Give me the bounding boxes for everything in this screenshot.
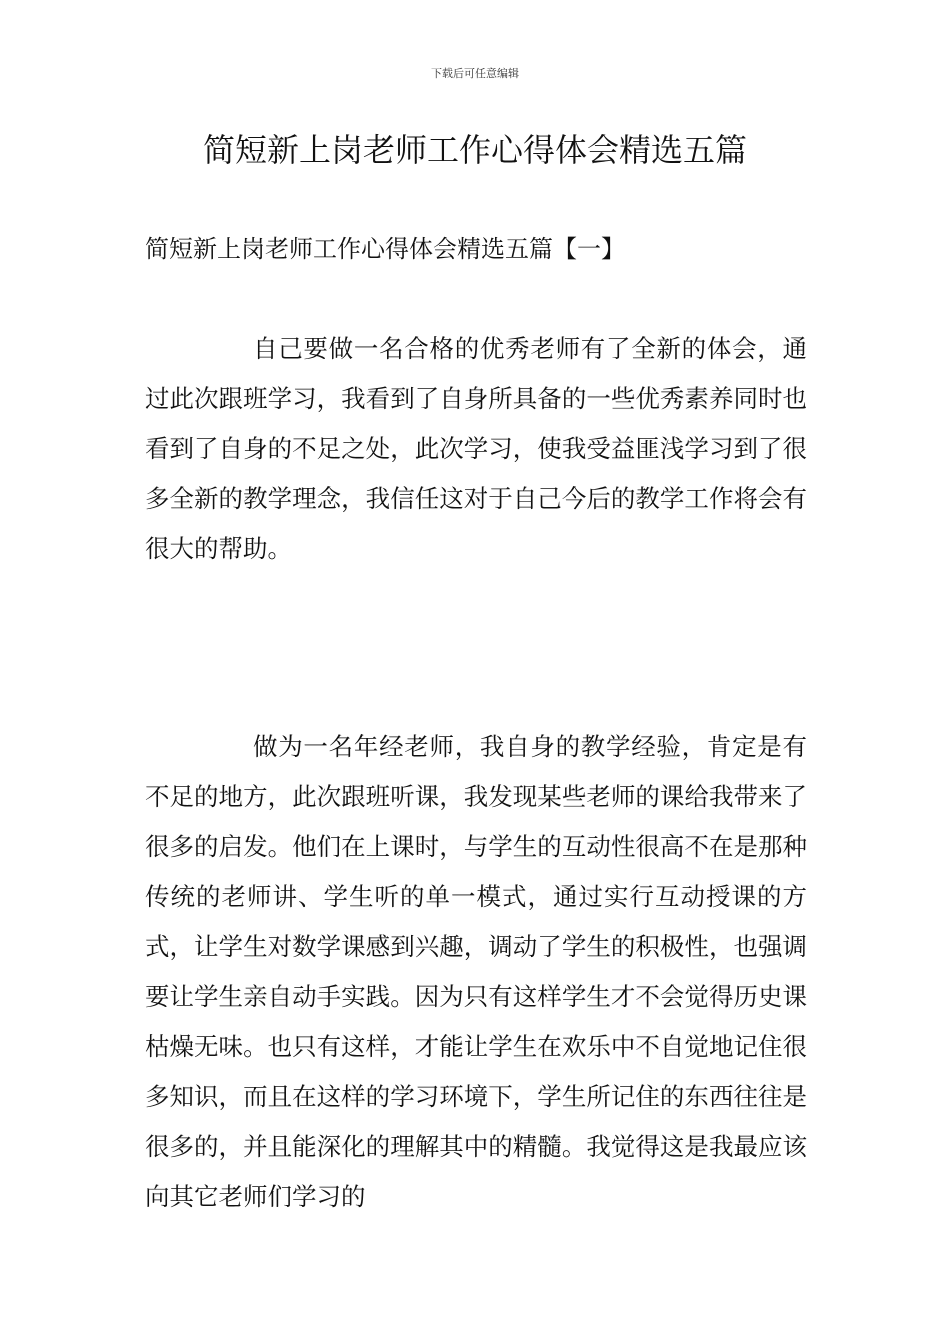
paragraph-2: 做为一名年经老师，我自身的教学经验，肯定是有不足的地方，此次跟班听课，我发现某些老师的课给我带来了很多的启发。他们在上课时，与学生的互动性很高不在是那种传统的老师讲、学生听的单一模式，通过实行互动授课的方式，让学生对数学课感到兴趣，调动了学生的积极性，也强调要让学生亲自动手实践。因为只有这样学生才不会觉得历史课枯燥无味。也只有这样，才能让学生在欢乐中不自觉地记住很多知识，而且在这样的学习环境下，学生所记住的东西往往是很多的，并且能深化的理解其中的精髓。我觉得这是我最应该向其它老师们学习的 (145, 732, 807, 1211)
paragraph-1: 自己要做一名合格的优秀老师有了全新的体会，通过此次跟班学习，我看到了自身所具备的一些优秀素养同时也看到了自身的不足之处，此次学习，使我受益匪浅学习到了很多全新的教学理念，我信任这对于自己今后的教学工作将会有很大的帮助。 (145, 334, 807, 563)
section-heading: 简短新上岗老师工作心得体会精选五篇【一】 (145, 235, 625, 263)
document-title: 简短新上岗老师工作心得体会精选五篇 (202, 131, 747, 169)
header-note: 下载后可任意编辑 (431, 67, 519, 80)
